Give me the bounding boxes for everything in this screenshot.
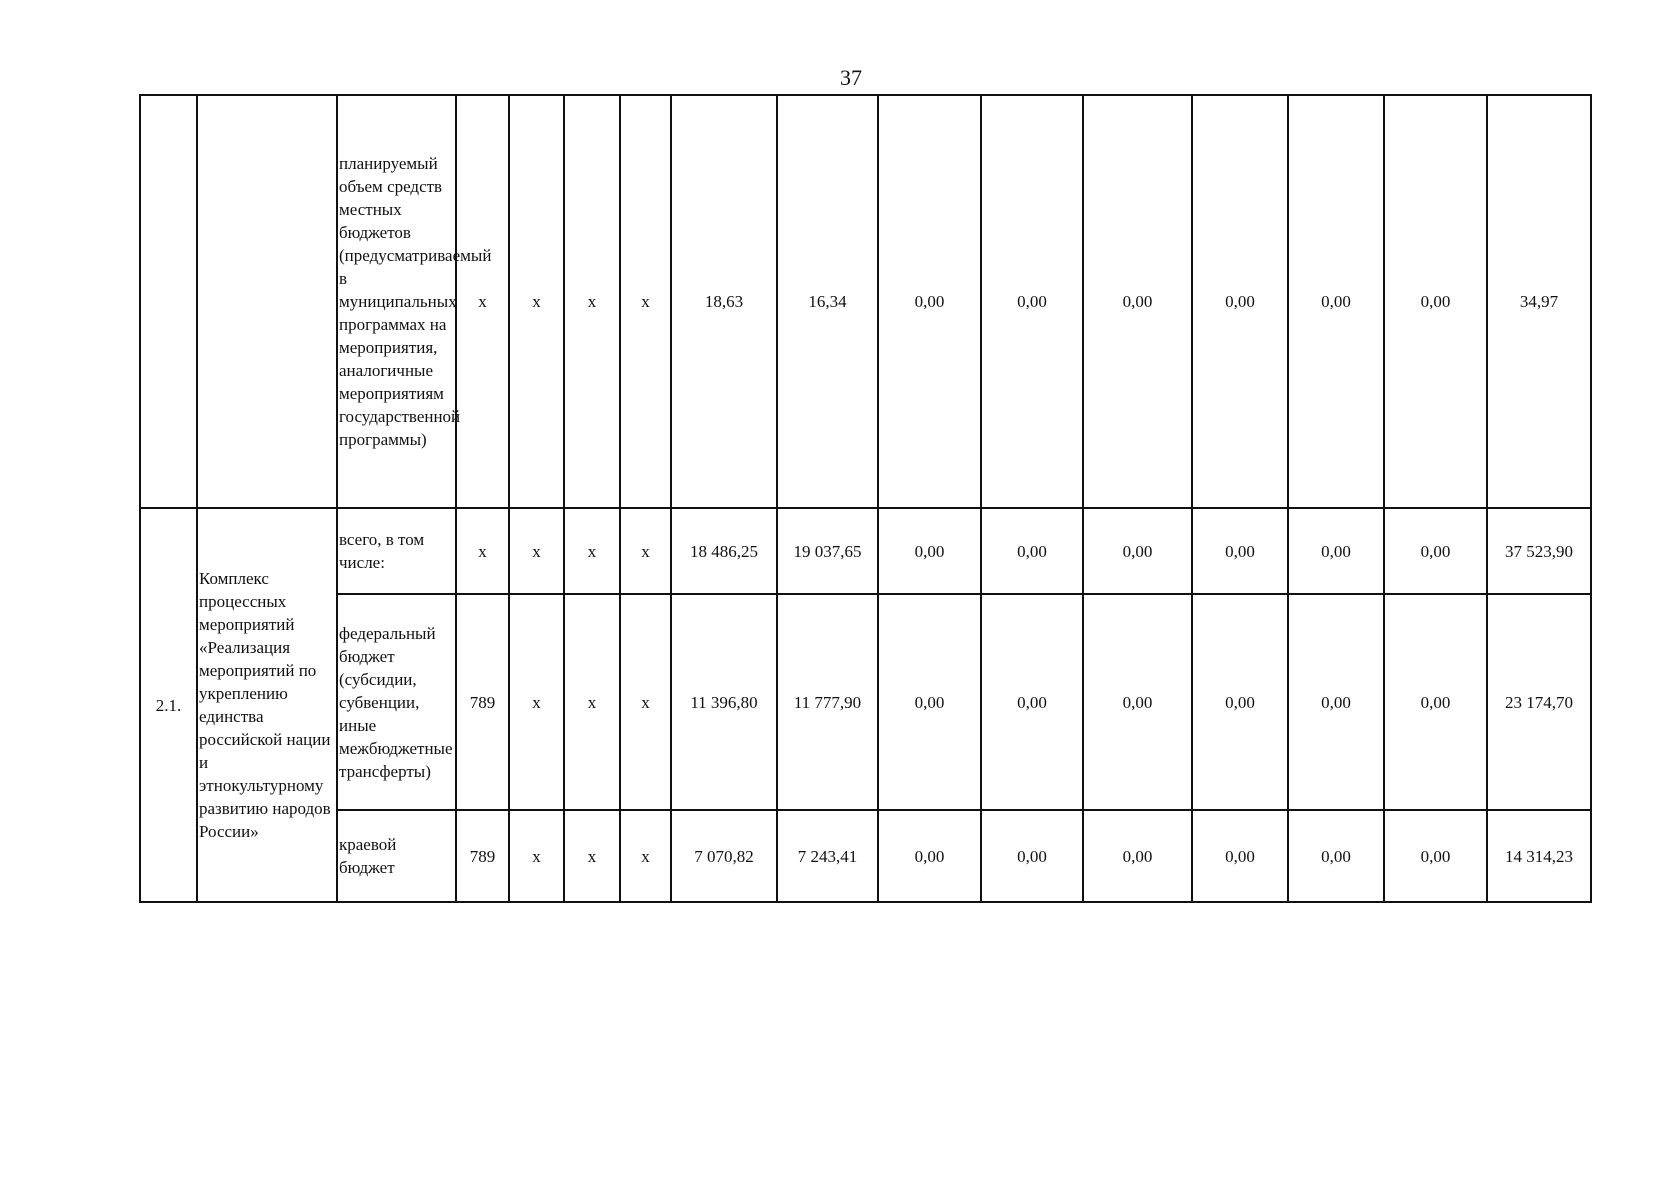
- code-cell: x: [509, 95, 564, 508]
- year-value-cell: 0,00: [1083, 594, 1192, 810]
- year-value-cell: 0,00: [981, 594, 1083, 810]
- row-number-cell: 2.1.: [140, 508, 197, 902]
- row-number-cell: [140, 95, 197, 508]
- year-value-cell: 0,00: [981, 508, 1083, 594]
- funding-source-cell: краевой бюджет: [337, 810, 456, 902]
- year-value-cell: 0,00: [981, 95, 1083, 508]
- code-cell: x: [620, 810, 671, 902]
- code-cell: x: [509, 508, 564, 594]
- year-value-cell: 7 070,82: [671, 810, 777, 902]
- year-value-cell: 0,00: [1083, 95, 1192, 508]
- budget-table: [139, 94, 1592, 903]
- code-cell: x: [564, 810, 620, 902]
- year-value-cell: 0,00: [1288, 95, 1384, 508]
- table-row: [140, 95, 1591, 508]
- year-value-cell: 11 777,90: [777, 594, 878, 810]
- year-value-cell: 0,00: [1192, 810, 1288, 902]
- year-value-cell: 0,00: [1384, 508, 1487, 594]
- year-value-cell: 0,00: [1288, 508, 1384, 594]
- year-value-cell: 18 486,25: [671, 508, 777, 594]
- year-value-cell: 0,00: [1192, 594, 1288, 810]
- funding-source-cell: всего, в том числе:: [337, 508, 456, 594]
- year-value-cell: 0,00: [1192, 508, 1288, 594]
- row-name-cell: [197, 95, 337, 508]
- year-value-cell: 0,00: [1384, 594, 1487, 810]
- table-row: [140, 810, 1591, 902]
- year-value-cell: 16,34: [777, 95, 878, 508]
- year-value-cell: 0,00: [1288, 594, 1384, 810]
- code-cell: x: [456, 508, 509, 594]
- year-value-cell: 18,63: [671, 95, 777, 508]
- code-cell: x: [620, 508, 671, 594]
- table-row: [140, 594, 1591, 810]
- funding-source-cell: планируемый объем средств местных бюджетов (предусматриваемый в муниципальных программах на мероприятия, аналогичные мероприятиям государственной программы): [337, 95, 456, 508]
- code-cell: x: [456, 95, 509, 508]
- year-value-cell: 0,00: [878, 95, 981, 508]
- page-number: 37: [840, 65, 862, 90]
- year-value-cell: 0,00: [1384, 95, 1487, 508]
- code-cell: x: [564, 95, 620, 508]
- total-value-cell: 34,97: [1487, 95, 1591, 508]
- total-value-cell: 37 523,90: [1487, 508, 1591, 594]
- code-cell: x: [509, 810, 564, 902]
- code-cell: x: [620, 95, 671, 508]
- code-cell: x: [564, 594, 620, 810]
- year-value-cell: 0,00: [1192, 95, 1288, 508]
- code-cell: x: [509, 594, 564, 810]
- funding-source-cell: федеральный бюджет (субсидии, субвенции, иные межбюджетные трансферты): [337, 594, 456, 810]
- table-row: [140, 508, 1591, 594]
- code-cell: 789: [456, 810, 509, 902]
- year-value-cell: 0,00: [878, 594, 981, 810]
- year-value-cell: 0,00: [878, 508, 981, 594]
- code-cell: x: [620, 594, 671, 810]
- year-value-cell: 0,00: [1384, 810, 1487, 902]
- total-value-cell: 14 314,23: [1487, 810, 1591, 902]
- year-value-cell: 11 396,80: [671, 594, 777, 810]
- row-name-cell: Комплекс процессных мероприятий «Реализация мероприятий по укреплению единства российской нации и этнокультурному развитию народов России»: [197, 508, 337, 902]
- code-cell: 789: [456, 594, 509, 810]
- code-cell: x: [564, 508, 620, 594]
- year-value-cell: 0,00: [1083, 810, 1192, 902]
- year-value-cell: 7 243,41: [777, 810, 878, 902]
- year-value-cell: 0,00: [1083, 508, 1192, 594]
- year-value-cell: 0,00: [878, 810, 981, 902]
- year-value-cell: 0,00: [981, 810, 1083, 902]
- total-value-cell: 23 174,70: [1487, 594, 1591, 810]
- year-value-cell: 0,00: [1288, 810, 1384, 902]
- year-value-cell: 19 037,65: [777, 508, 878, 594]
